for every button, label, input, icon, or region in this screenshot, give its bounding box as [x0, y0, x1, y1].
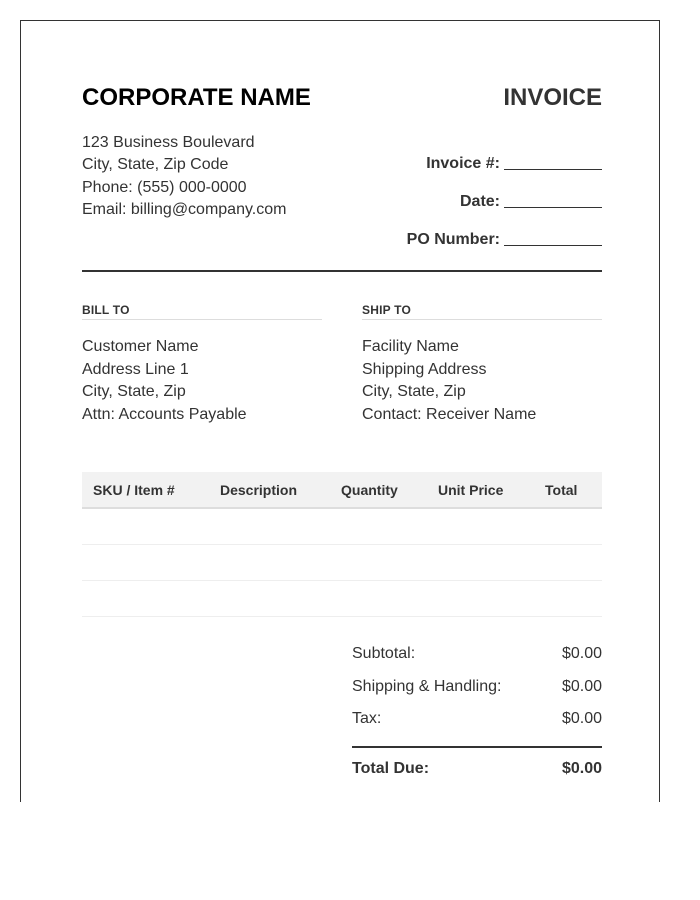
invoice-number-label: Invoice #: — [426, 155, 500, 172]
tax-label: Tax: — [352, 710, 382, 728]
column-header-total: Total — [545, 481, 578, 498]
company-address — [82, 132, 286, 221]
ship-to-section — [362, 303, 602, 427]
address-city: City, State, Zip Code — [82, 156, 229, 174]
company-email: Email: billing@company.com — [82, 200, 287, 218]
company-name: CORPORATE NAME — [82, 84, 311, 111]
date-label: Date: — [459, 193, 500, 210]
ship-to-line: Facility Name — [362, 338, 459, 355]
ship-to-line: City, State, Zip — [362, 383, 466, 401]
invoice-page — [20, 20, 660, 802]
totals-section — [352, 638, 602, 790]
ship-to-lines — [362, 336, 602, 427]
shipping-row — [352, 671, 602, 704]
bill-to-section — [82, 303, 322, 427]
total-due-label: Total Due: — [352, 759, 430, 777]
po-number-field[interactable] — [504, 244, 602, 246]
date-field[interactable] — [504, 206, 602, 208]
date-row — [342, 173, 602, 211]
bill-to-line: Address Line 1 — [82, 360, 189, 378]
bill-to-line: Attn: Accounts Payable — [82, 406, 247, 424]
tax-row — [352, 703, 602, 736]
bill-to-line: City, State, Zip — [82, 383, 186, 401]
po-number-row — [342, 211, 602, 249]
column-header-description: Description — [220, 481, 298, 498]
invoice-number-row — [342, 135, 602, 173]
table-header — [82, 472, 602, 509]
shipping-label: Shipping & Handling: — [352, 677, 502, 695]
column-header-quantity: Quantity — [341, 481, 398, 498]
bill-to-lines — [82, 336, 322, 427]
ship-to-line: Shipping Address — [362, 360, 487, 378]
table-row[interactable] — [82, 509, 602, 545]
column-header-unit-price: Unit Price — [438, 481, 504, 498]
subtotal-value: $0.00 — [561, 645, 602, 663]
bill-to-line: Customer Name — [82, 338, 199, 355]
bill-to-heading: BILL TO — [82, 303, 322, 320]
invoice-meta — [342, 135, 602, 249]
shipping-value: $0.00 — [561, 677, 602, 695]
total-due-row — [352, 748, 602, 790]
subtotal-label: Subtotal: — [352, 645, 416, 663]
total-due-value: $0.00 — [561, 759, 602, 777]
document-title: INVOICE — [503, 84, 602, 111]
invoice-number-field[interactable] — [504, 168, 602, 170]
ship-to-line: Contact: Receiver Name — [362, 406, 537, 424]
header-divider — [82, 270, 602, 272]
tax-value: $0.00 — [561, 710, 602, 728]
table-row[interactable] — [82, 581, 602, 617]
ship-to-heading: SHIP TO — [362, 303, 602, 320]
column-header-sku: SKU / Item # — [93, 481, 175, 498]
address-street: 123 Business Boulevard — [82, 134, 255, 151]
company-phone: Phone: (555) 000-0000 — [82, 178, 247, 196]
table-row[interactable] — [82, 545, 602, 581]
subtotal-row — [352, 638, 602, 671]
line-items-table — [82, 472, 602, 617]
po-number-label: PO Number: — [406, 231, 500, 248]
